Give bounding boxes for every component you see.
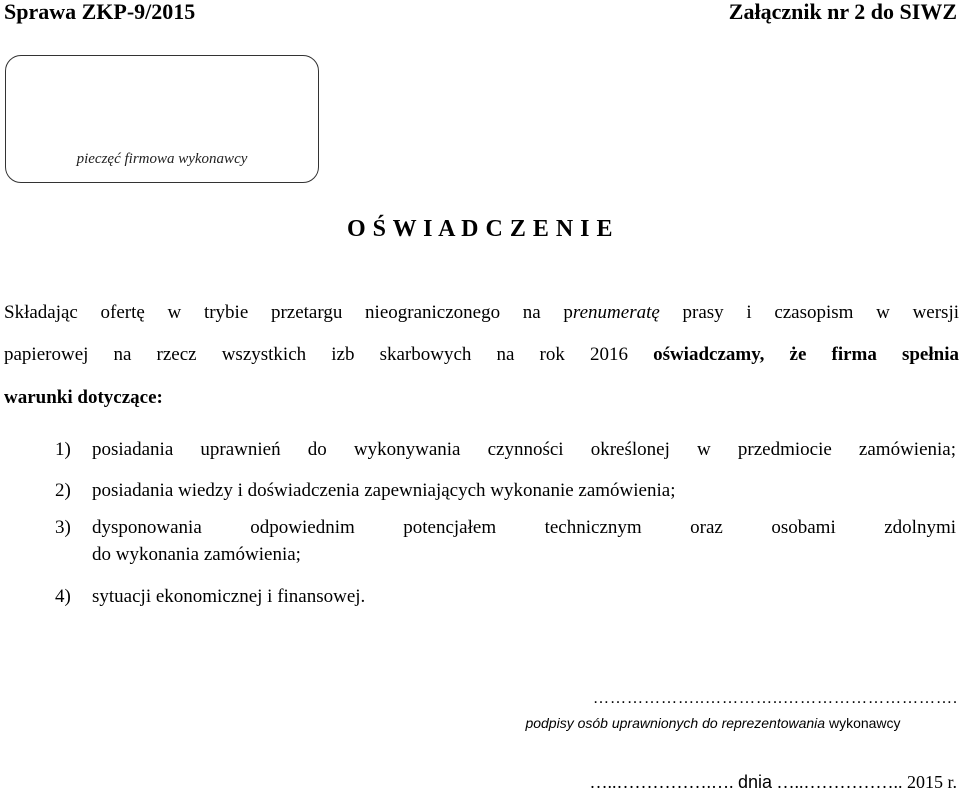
signature-label-italic: podpisy osób uprawnionych do reprezentowania: [525, 715, 826, 731]
signature-label-plain: wykonawcy: [825, 715, 901, 731]
date-line: [589, 772, 957, 793]
declaration-bold: oświadczamy, że firma spełnia: [653, 344, 959, 365]
intro-line-2: [4, 344, 959, 366]
annex-label: Załącznik nr 2 do SIWZ: [728, 0, 957, 24]
condition-text: dysponowania odpowiednim potencjałem technicznym oraz osobami zdolnymi: [92, 517, 956, 538]
date-dots: …..……………..: [771, 772, 907, 792]
condition-number: 4): [55, 586, 71, 607]
date-year: 2015 r.: [906, 772, 957, 792]
date-word: dnia: [737, 772, 772, 792]
signature-label: [468, 715, 958, 733]
intro-text: Składając ofertę w trybie przetargu nieograniczonego na p: [4, 302, 573, 323]
intro-text: prasy i czasopism w wersji: [659, 302, 960, 323]
intro-text: papierowej na rzecz wszystkich izb skarbowych na rok 2016: [4, 344, 654, 365]
condition-number: 2): [55, 480, 71, 501]
condition-number: 1): [55, 439, 71, 460]
condition-text-continued: do wykonania zamówienia;: [92, 544, 301, 565]
intro-line-3: warunki dotyczące:: [4, 387, 163, 408]
condition-text: posiadania wiedzy i doświadczenia zapewniających wykonanie zamówienia;: [92, 480, 676, 501]
place-dots: …..…………….….: [589, 772, 738, 792]
stamp-label: pieczęć firmowa wykonawcy: [76, 151, 248, 167]
company-stamp-box: [5, 55, 319, 183]
intro-line-1: [4, 302, 959, 324]
document-title: O Ś W I A D C Z E N I E: [346, 216, 614, 242]
case-number: Sprawa ZKP-9/2015: [4, 0, 196, 24]
condition-number: 3): [55, 517, 71, 538]
condition-text: posiadania uprawnień do wykonywania czynności określonej w przedmiocie zamówienia;: [92, 439, 956, 460]
condition-text: sytuacji ekonomicznej i finansowej.: [92, 586, 366, 607]
signature-dotted-line: ………………..…………..………………………….: [593, 690, 958, 707]
intro-text-italic: renumeratę: [572, 302, 660, 323]
